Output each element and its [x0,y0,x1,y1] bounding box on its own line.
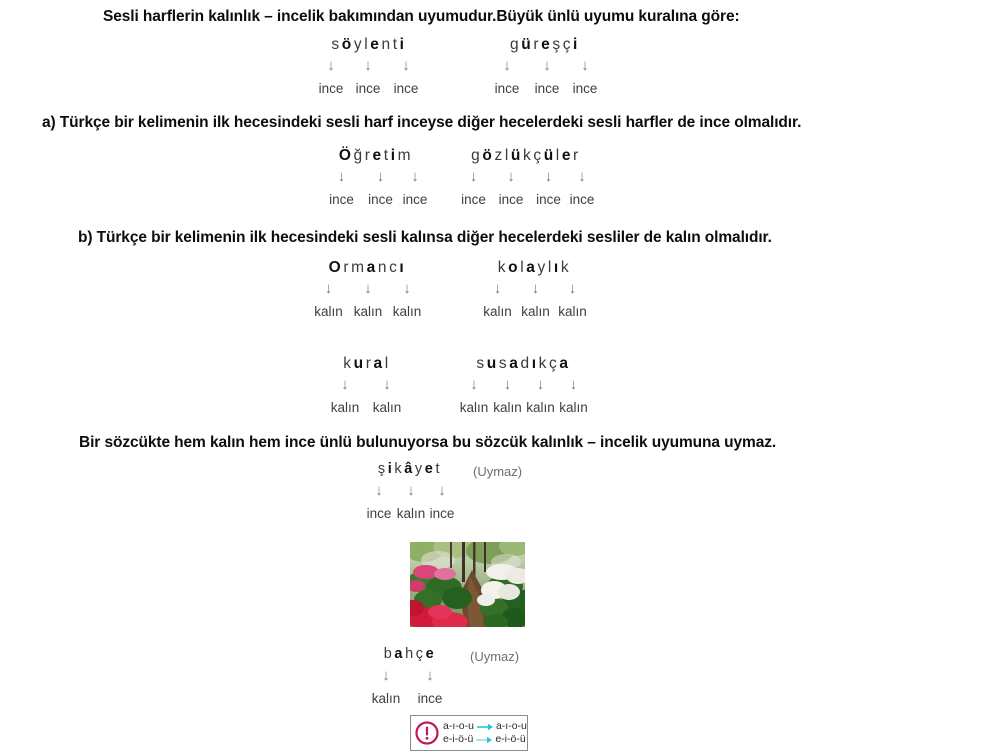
labels-soylenti [313,82,425,96]
label-item: ince [329,192,354,208]
note-bahce-uymaz: (Uymaz) [470,649,520,664]
note-sikayet-uymaz: (Uymaz) [473,464,523,479]
label-item: ince [355,81,381,97]
labels-susadikca [457,401,590,415]
label-item: ince [498,192,524,208]
legend-row-thick [443,720,527,733]
word-sikayet: şikâyet [377,461,443,477]
arrow-right-icon [477,723,493,731]
example-row-inner [311,259,591,319]
exclamation-circle-icon [414,720,440,746]
labels-bahce [366,692,454,706]
word-gozlukculer: gözlükçüler [471,147,581,164]
example-bahce [366,647,454,705]
arrow-right-icon [476,736,492,744]
example-row-inner [366,647,519,705]
legend-row2-left: e-i-ö-ü [443,733,474,745]
word-ogretim: Öğretim [338,147,414,164]
label-item: kalın [392,304,422,320]
label-item: kalın [558,304,587,320]
page-title: Sesli harflerin kalınlık – incelik bakımından uyumudur.Büyük ünlü uyumu kuralına göre: [103,8,740,25]
label-item: kalın [372,400,402,416]
example-row-inner [323,147,597,207]
word-bahce: bahçe [383,646,437,662]
labels-ormanci [311,305,424,319]
label-item: ince [402,192,428,208]
word-susadikca: susadıkça [476,355,571,372]
example-ogretim [323,147,429,207]
label-item: kalın [559,400,588,416]
label-item: ince [534,81,560,97]
label-item: ince [393,81,419,97]
example-kolaylik [478,259,591,319]
example-ormanci [311,259,424,319]
arrows-soylenti: ↓ ↓ ↓ [327,57,410,75]
label-item: ince [572,81,598,97]
arrows-susadikca: ↓ ↓ ↓ ↓ [470,376,578,394]
example-row-inner [313,36,603,96]
arrows-bahce: ↓ ↓ [382,666,434,684]
arrows-sikayet: ↓ ↓ ↓ [375,481,446,499]
word-kolaylik: kolaylık [497,259,572,276]
label-item: ince [366,505,392,521]
label-item: ince [368,192,393,208]
example-row-inner [325,355,590,415]
labels-ogretim [323,193,429,207]
label-item: ince [494,81,520,97]
label-item: ince [569,192,595,208]
legend-row1-left: a-ı-o-u [443,720,474,732]
labels-kural [325,401,409,415]
vowel-harmony-legend [410,715,528,751]
labels-gozlukculer [455,193,597,207]
example-row-inner [363,462,522,520]
label-item: kalın [459,400,489,416]
label-item: kalın [526,400,555,416]
label-item: kalın [314,304,343,320]
garden-photo-azaleas [410,542,525,627]
legend-rows [443,720,527,746]
labels-sikayet [363,507,457,521]
label-item: kalın [330,400,360,416]
example-row-ogretim-gozlukculer [323,147,597,207]
legend-row1-right: a-ı-o-u [495,720,527,732]
arrows-guresci: ↓ ↓ ↓ [503,57,589,75]
rule-b-text: b) Türkçe bir kelimenin ilk hecesindeki sesli kalınsa diğer hecelerdeki sesliler de kalın olmalıdır. [78,229,772,246]
label-item: kalın [371,690,401,706]
label-item: kalın [521,304,550,320]
garden-photo-svg [410,542,525,627]
word-ormanci: Ormancı [328,259,407,276]
arrows-ogretim: ↓ ↓ ↓ [337,168,419,186]
example-gozlukculer [455,147,597,207]
example-row-soylenti-guresci [313,36,603,96]
example-row-sikayet [363,462,522,520]
legend-row2-right: e-i-ö-ü [495,733,526,745]
label-item: kalın [493,400,522,416]
rule-c-text: Bir sözcükte hem kalın hem ince ünlü bulunuyorsa bu sözcük kalınlık – incelik uyumuna uymaz. [79,434,777,451]
label-item: kalın [353,304,383,320]
example-soylenti [313,36,425,96]
arrows-gozlukculer: ↓ ↓ ↓ ↓ [469,168,586,186]
legend-row-thin [443,733,527,746]
label-item: kalın [396,505,426,521]
label-item: ince [429,505,455,521]
word-kural: kural [343,355,391,372]
label-item: ince [318,81,344,97]
label-item: ince [417,690,443,706]
word-soylenti: söylenti [331,36,407,53]
example-sikayet [363,462,457,520]
arrows-ormanci: ↓ ↓ ↓ [324,280,411,298]
label-item: ince [536,192,561,208]
arrows-kolaylik: ↓ ↓ ↓ [493,280,577,298]
labels-guresci [487,82,603,96]
label-item: ince [461,192,486,208]
labels-kolaylik [478,305,591,319]
label-item: kalın [483,304,512,320]
example-row-kural-susadikca [325,355,590,415]
example-row-ormanci-kolaylik [311,259,591,319]
example-susadikca [457,355,590,415]
rule-a-text: a) Türkçe bir kelimenin ilk hecesindeki sesli harf inceyse diğer hecelerdeki sesli harfler de ince olmalıdır. [42,114,802,131]
example-guresci [487,36,603,96]
example-row-bahce [366,647,519,705]
arrows-kural: ↓ ↓ [341,376,391,394]
example-kural [325,355,409,415]
word-guresci: güreşçi [510,36,580,53]
